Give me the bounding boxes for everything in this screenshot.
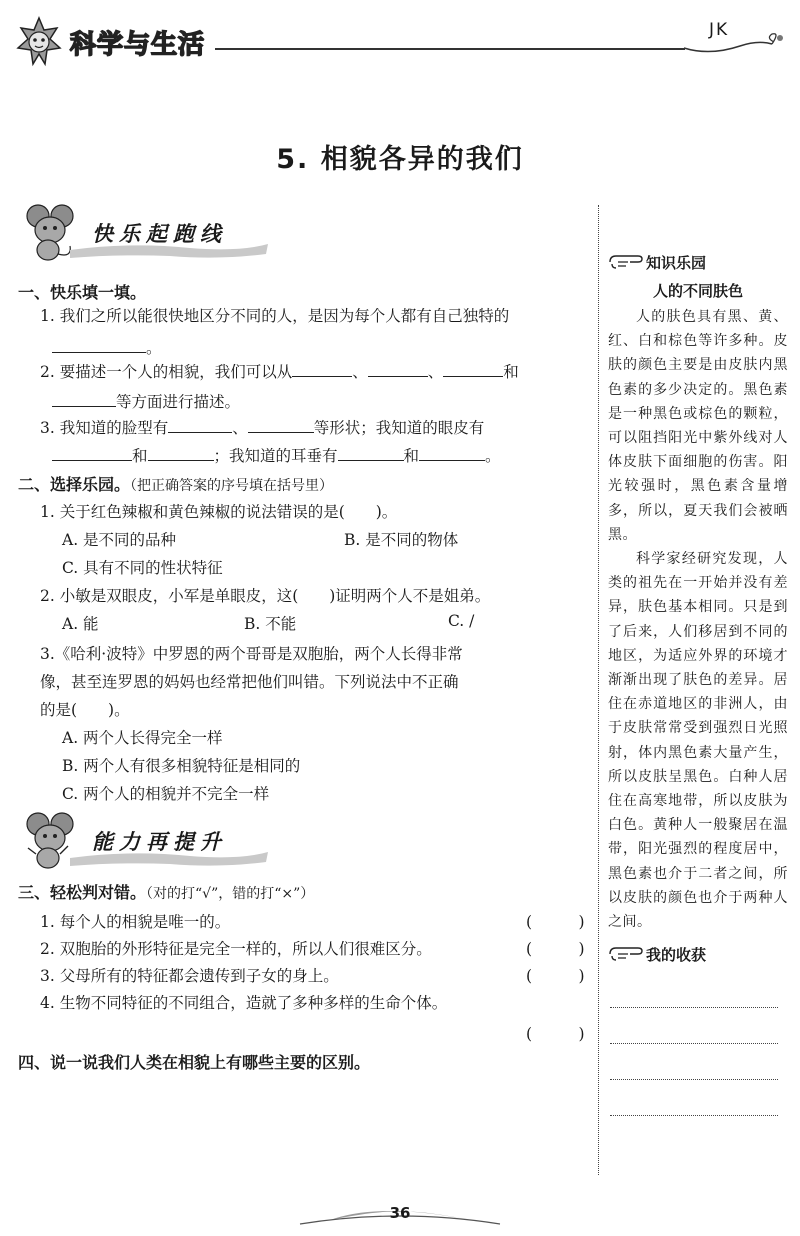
section4-heading: 四、说一说我们人类在相貌上有哪些主要的区别。 <box>18 1053 371 1072</box>
s1-q1-line1: 1. 我们之所以能很快地区分不同的人，是因为每个人都有自己独特的 <box>40 307 510 325</box>
warmup-banner <box>18 200 278 264</box>
page-title: 5. 相貌各异的我们 <box>276 144 524 175</box>
s3-item-4: 4. 生物不同特征的不同组合，造就了多种多样的生命个体。 <box>40 994 448 1012</box>
s3-item-3: 3. 父母所有的特征都会遗传到子女的身上。 <box>40 967 339 985</box>
knowledge-heading: 人的不同肤色 <box>652 282 743 300</box>
s3-item-2: 2. 双胞胎的外形特征是完全一样的，所以人们很难区分。 <box>40 940 432 958</box>
s3-item-1: 1. 每个人的相貌是唯一的。 <box>40 913 231 931</box>
s1-q3-blank-1[interactable] <box>168 418 232 433</box>
s2-q2-option-a[interactable]: A. 能 <box>62 615 99 633</box>
pointing-hand-icon <box>608 944 648 964</box>
advance-banner <box>18 808 278 872</box>
s2-q3-line3: 的是( )。 <box>40 701 130 719</box>
s2-q1-stem: 1. 关于红色辣椒和黄色辣椒的说法错误的是( )。 <box>40 503 398 521</box>
edition-label: JK <box>709 20 730 40</box>
s3-item-4-answer[interactable]: ( ) <box>526 1025 585 1043</box>
harvest-line[interactable] <box>610 972 778 1008</box>
advance-banner-label: 能力再提升 <box>92 829 227 854</box>
s2-q2-option-b[interactable]: B. 不能 <box>244 615 297 633</box>
s1-q1-line2: 。 <box>52 336 162 358</box>
knowledge-paragraph-1: 人的肤色具有黑、黄、红、白和棕色等许多种。皮肤的颜色主要是由皮肤内黑色素的多少决定的。黑色素是一种黑色或棕色的颗粒，可以阻挡阳光中紫外线对人体皮肤下面细胞的伤害。阳光较强时，黑色素含量增多，所以，夏天我们会被晒黑。 <box>608 309 788 543</box>
s3-item-3-answer[interactable]: ( ) <box>526 967 585 985</box>
s1-q3-blank-3[interactable] <box>52 446 132 461</box>
s2-q3-option-a[interactable]: A. 两个人长得完全一样 <box>62 729 223 747</box>
section3-heading: 三、轻松判对错。（对的打“√”，错的打“×”） <box>18 883 315 902</box>
header-rule <box>215 48 685 50</box>
page-header <box>0 0 800 80</box>
s1-q2-line1: 2. 要描述一个人的相貌，我们可以从 、 、 和 <box>40 363 519 381</box>
s1-q3-blank-6[interactable] <box>419 446 485 461</box>
s2-q2-stem: 2. 小敏是双眼皮，小军是单眼皮，这( )证明两个人不是姐弟。 <box>40 587 491 605</box>
s2-q3-line1: 3.《哈利·波特》中罗恩的两个哥哥是双胞胎，两个人长得非常 <box>40 645 463 663</box>
s1-q3-blank-5[interactable] <box>338 446 404 461</box>
page-number: 36 <box>389 1204 411 1222</box>
s2-q1-option-a[interactable]: A. 是不同的品种 <box>62 531 177 549</box>
harvest-line[interactable] <box>610 1044 778 1080</box>
s1-q2-blank-4[interactable] <box>52 392 116 407</box>
s1-q2-blank-2[interactable] <box>368 362 428 377</box>
harvest-tag <box>608 942 788 968</box>
s1-q3-line2: 和 ；我知道的耳垂有 和 。 <box>52 444 501 466</box>
s1-q3-line1: 3. 我知道的脸型有 、 等形状；我知道的眼皮有 <box>40 419 485 437</box>
s1-q3-blank-2[interactable] <box>248 418 314 433</box>
knowledge-sidebar <box>608 250 788 1116</box>
exercise-column <box>18 200 590 1180</box>
warmup-banner-label: 快乐起跑线 <box>92 221 227 246</box>
s2-q3-option-b[interactable]: B. 两个人有很多相貌特征是相同的 <box>62 757 301 775</box>
header-curl-ornament-icon <box>680 26 790 56</box>
section2-instruction: （把正确答案的序号填在括号里） <box>130 478 334 494</box>
column-divider <box>598 205 599 1175</box>
pointing-hand-icon <box>608 252 648 272</box>
s1-q2-line2: 等方面进行描述。 <box>52 390 240 412</box>
s2-q1-option-c[interactable]: C. 具有不同的性状特征 <box>62 559 223 577</box>
harvest-line[interactable] <box>610 1080 778 1116</box>
harvest-writing-area[interactable] <box>608 972 788 1116</box>
brand-title: 科学与生活 <box>70 30 206 60</box>
s1-q2-blank-1[interactable] <box>292 362 352 377</box>
s1-q1-blank[interactable] <box>52 338 146 353</box>
section3-instruction: （对的打“√”，错的打“×”） <box>146 886 315 902</box>
s2-q2-option-c[interactable]: C. / <box>448 612 475 630</box>
harvest-line[interactable] <box>610 1008 778 1044</box>
section2-heading: 二、选择乐园。（把正确答案的序号填在括号里） <box>18 475 334 494</box>
knowledge-tag <box>608 250 788 276</box>
section1-heading: 一、快乐填一填。 <box>18 283 147 302</box>
s2-q3-line2: 像，甚至连罗恩的妈妈也经常把他们叫错。下列说法中不正确 <box>40 673 459 691</box>
s3-item-1-answer[interactable]: ( ) <box>526 913 585 931</box>
s3-item-2-answer[interactable]: ( ) <box>526 940 585 958</box>
s2-q1-option-b[interactable]: B. 是不同的物体 <box>344 531 459 549</box>
harvest-tag-label: 我的收获 <box>646 946 707 965</box>
s1-q3-blank-4[interactable] <box>148 446 214 461</box>
knowledge-tag-label: 知识乐园 <box>646 254 707 272</box>
s1-q2-blank-3[interactable] <box>443 362 503 377</box>
s2-q3-option-c[interactable]: C. 两个人的相貌并不完全一样 <box>62 785 270 803</box>
mascot-logo-icon <box>12 14 66 70</box>
knowledge-paragraph-2: 科学家经研究发现，人类的祖先在一开始并没有差异，肤色基本相同。只是到了后来，人们移居到不同的地区，为适应外界的环境才渐渐出现了肤色的差异。居住在赤道地区的非洲人，由于皮肤常常受到强烈日光照射，体内黑色素大量产生，所以皮肤呈黑色。白种人居住在高寒地带，所以皮肤为白色。黄种人一般聚居在温带，阳光强烈的程度居中，黑色素也介于二者之间，所以皮肤的颜色也介于两种人之间。 <box>608 551 788 931</box>
